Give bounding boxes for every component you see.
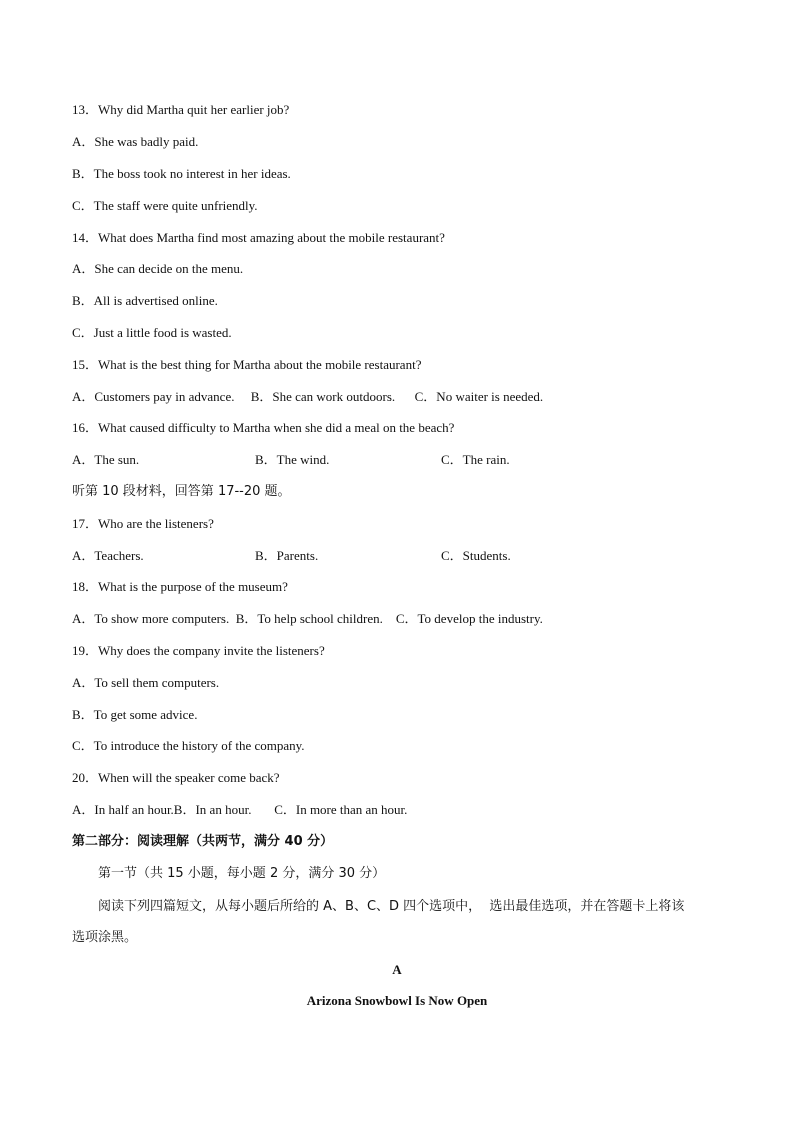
question-14-stem: 14．What does Martha find most amazing about the mobile restaurant? xyxy=(72,230,445,245)
question-19-option-b: B．To get some advice. xyxy=(72,707,198,722)
question-13-stem: 13．Why did Martha quit her earlier job? xyxy=(72,102,290,117)
passage-title: Arizona Snowbowl Is Now Open xyxy=(306,993,488,1008)
question-18-options: A．To show more computers. B．To help school children. C．To develop the industry. xyxy=(72,611,543,626)
question-17-option-a: A．Teachers. xyxy=(72,548,144,563)
question-19-stem: 19．Why does the company invite the listeners? xyxy=(72,643,325,658)
question-19-option-c: C．To introduce the history of the company. xyxy=(72,738,305,753)
part-two-heading: 第二部分：阅读理解（共两节，满分 40 分） xyxy=(72,834,334,849)
question-16-option-a: A．The sun. xyxy=(72,452,140,467)
question-15-stem: 15．What is the best thing for Martha about the mobile restaurant? xyxy=(72,357,422,372)
question-15-options: A．Customers pay in advance. B．She can work outdoors. C．No waiter is needed. xyxy=(72,389,544,404)
question-13-option-b: B．The boss took no interest in her ideas. xyxy=(72,166,291,181)
question-20-stem: 20．When will the speaker come back? xyxy=(72,770,280,785)
question-18-stem: 18．What is the purpose of the museum? xyxy=(72,579,288,594)
question-19-option-a: A．To sell them computers. xyxy=(72,675,220,690)
question-16-option-c: C．The rain. xyxy=(441,452,510,467)
question-13-option-c: C．The staff were quite unfriendly. xyxy=(72,198,258,213)
question-14-option-c: C．Just a little food is wasted. xyxy=(72,325,232,340)
question-17-option-b: B．Parents. xyxy=(255,548,319,563)
question-13-option-a: A．She was badly paid. xyxy=(72,134,199,149)
question-16-stem: 16．What caused difficulty to Martha when she did a meal on the beach? xyxy=(72,420,455,435)
question-20-options: A．In half an hour.B．In an hour. C．In more than an hour. xyxy=(72,802,408,817)
question-14-option-b: B．All is advertised online. xyxy=(72,293,218,308)
question-16-option-b: B．The wind. xyxy=(255,452,330,467)
question-17-stem: 17．Who are the listeners? xyxy=(72,516,214,531)
question-17-option-c: C．Students. xyxy=(441,548,511,563)
section-one-heading: 第一节（共 15 小题，每小题 2 分，满分 30 分） xyxy=(98,866,386,881)
question-14-option-a: A．She can decide on the menu. xyxy=(72,261,244,276)
instructions-line-1: 阅读下列四篇短文，从每小题后所给的 A、B、C、D 四个选项中， 选出最佳选项，并在答题卡上将该 xyxy=(98,899,685,914)
instructions-line-2: 选项涂黑。 xyxy=(72,930,138,945)
section-intro: 听第 10 段材料，回答第 17--20 题。 xyxy=(72,484,291,499)
passage-label: A xyxy=(392,962,402,977)
